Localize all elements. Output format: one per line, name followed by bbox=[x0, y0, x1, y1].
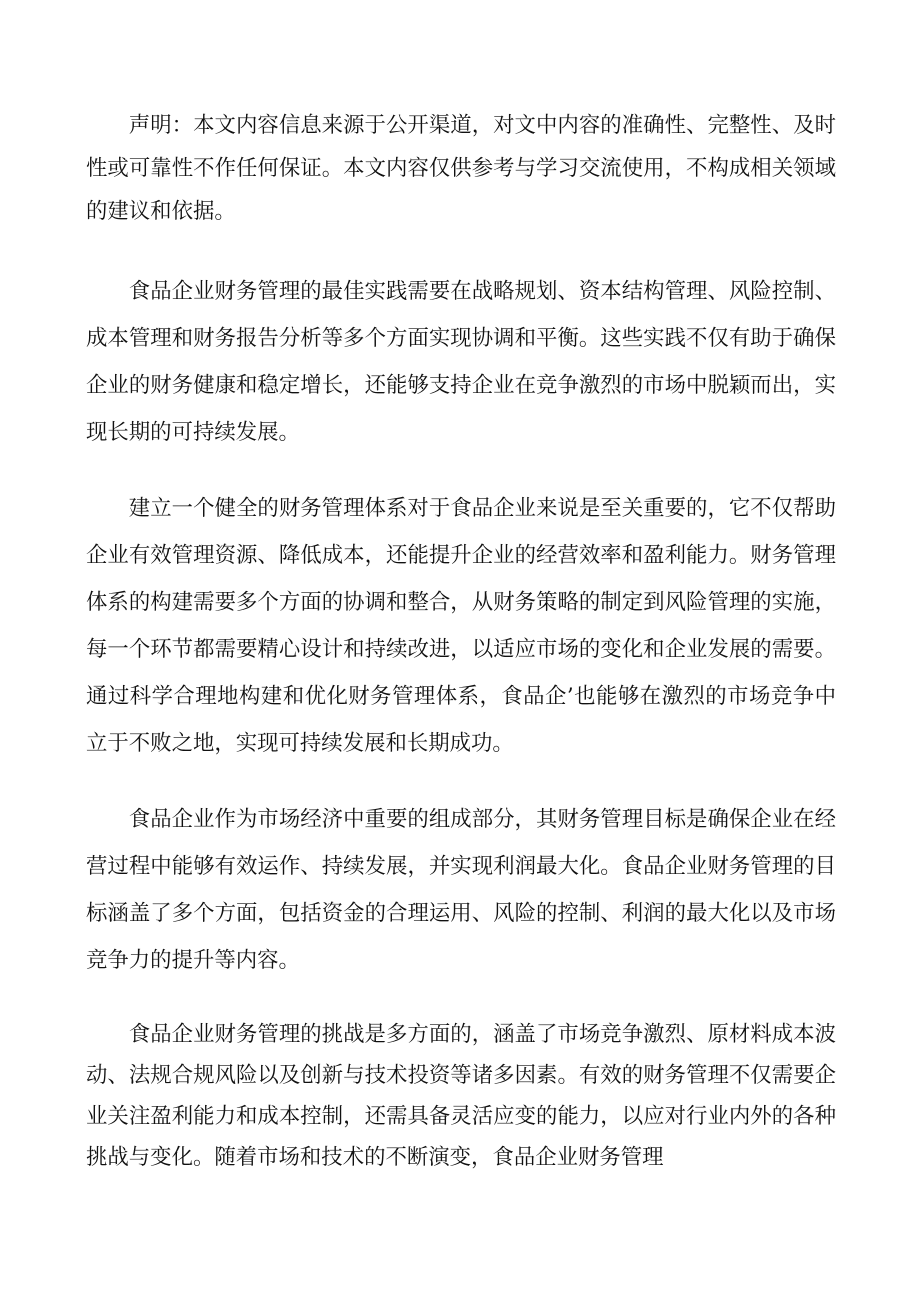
body-paragraph: 食品企业作为市场经济中重要的组成部分，其财务管理目标是确保企业在经营过程中能够有效运作、持续发展，并实现利润最大化。食品企业财务管理的目标涵盖了多个方面，包括资金的合理运用、风险的控制、利润的最大化以及市场竞争力的提升等内容。 bbox=[86, 807, 836, 973]
body-paragraph: 食品企业财务管理的最佳实践需要在战略规划、资本结构管理、风险控制、成本管理和财务报告分析等多个方面实现协调和平衡。这些实践不仅有助于确保企业的财务健康和稳定增长，还能够支持企业在竞争激烈的市场中脱颖而出，实现长期的可持续发展。 bbox=[86, 279, 836, 445]
body-paragraph: 建立一个健全的财务管理体系对于食品企业来说是至关重要的，它不仅帮助企业有效管理资源、降低成本，还能提升企业的经营效率和盈利能力。财务管理体系的构建需要多个方面的协调和整合，从财务策略的制定到风险管理的实施，每一个环节都需要精心设计和持续改进，以适应市场的变化和企业发展的需要。通过科学合理地构建和优化财务管理体系，食品企’也能够在激烈的市场竞争中立于不败之地，实现可持续发展和长期成功。 bbox=[86, 496, 836, 756]
body-paragraph: 食品企业财务管理的挑战是多方面的，涵盖了市场竞争激烈、原材料成本波动、法规合规风险以及创新与技术投资等诸多因素。有效的财务管理不仅需要企业关注盈利能力和成本控制，还需具备灵活应变的能力，以应对行业内外的各种挑战与变化。随着市场和技术的不断演变，食品企业财务管理 bbox=[86, 1022, 836, 1170]
disclaimer-paragraph: 声明：本文内容信息来源于公开渠道，对文中内容的准确性、完整性、及时性或可靠性不作任何保证。本文内容仅供参考与学习交流使用，不构成相关领域的建议和依据。 bbox=[86, 113, 836, 224]
